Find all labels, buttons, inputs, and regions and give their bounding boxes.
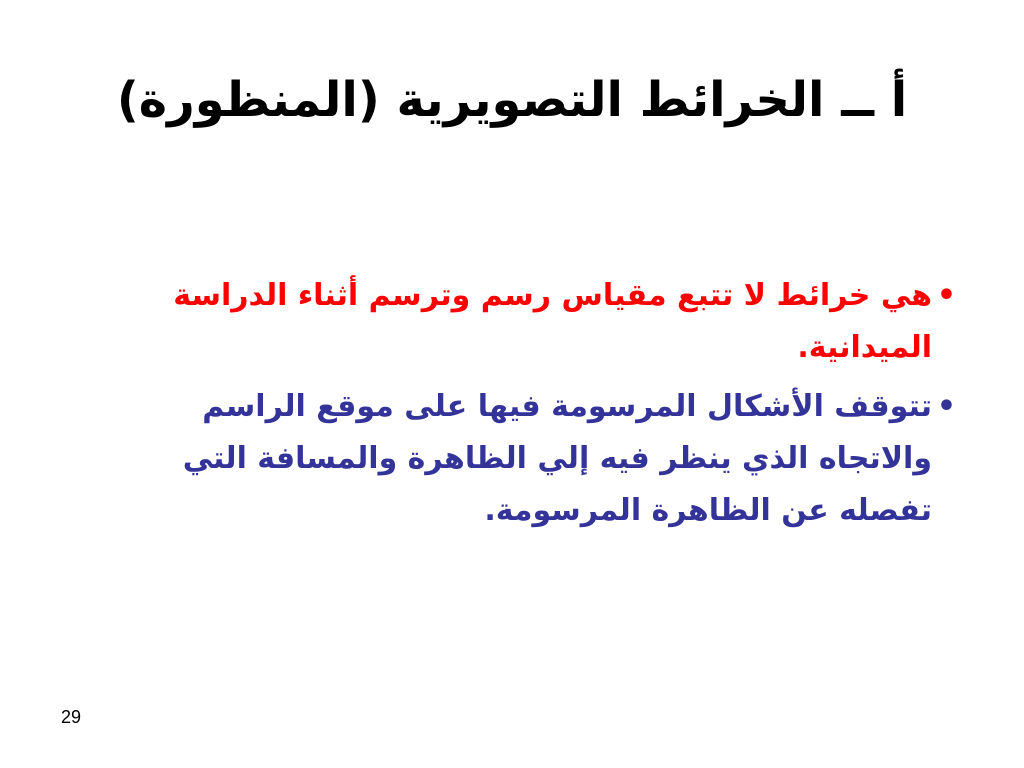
bullet-dot-icon: • xyxy=(936,389,956,424)
bullet-item-dependency xyxy=(80,381,956,537)
bullet-text: هي خرائط لا تتبع مقياس رسم وترسم أثناء الدراسة الميدانية. xyxy=(173,278,932,365)
bullet-text: تتوقف الأشكال المرسومة فيها على موقع الراسم والاتجاه الذي ينظر فيه إلي الظاهرة والمسافة التي تفصله عن الظاهرة المرسومة. xyxy=(182,389,932,528)
bullet-item-definition xyxy=(80,270,956,374)
slide-title: أ ــ الخرائط التصويرية (المنظورة) xyxy=(116,72,908,128)
bullet-list xyxy=(80,270,956,544)
slide-number: 29 xyxy=(61,707,82,727)
bullet-dot-icon: • xyxy=(936,278,956,313)
